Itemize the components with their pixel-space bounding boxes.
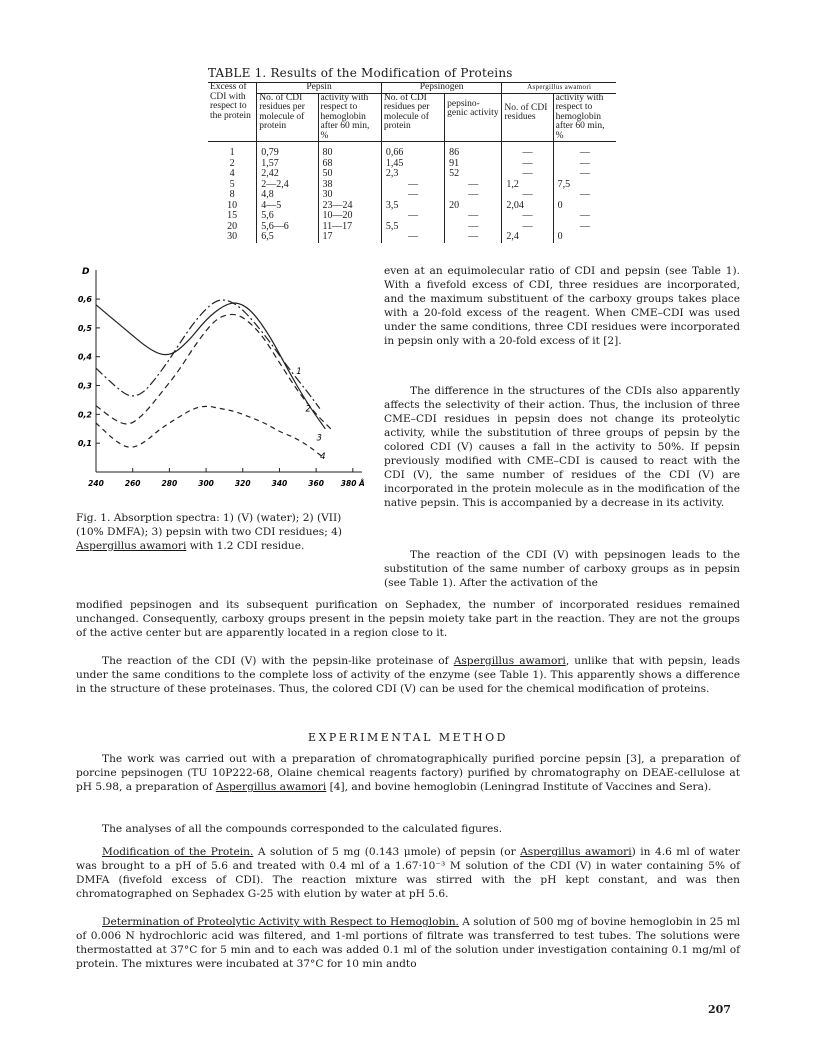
table-cell: 6,5	[257, 232, 318, 243]
table-cell: —	[553, 169, 616, 180]
p8-title: Determination of Proteolytic Activity with Respect to Hemoglobin.	[102, 916, 459, 928]
right-col-paragraph-1: even at an equimolecular ratio of CDI and pepsin (see Table 1). With a fivefold excess of CDI, three residues are incorporated, and the maximum substituent of the carboxy groups takes place with a 20-fold excess of the reagent. When CME–CDI was used under the same conditions, three CDI residues were incorporated in pepsin only with a 20-fold excess of it [2].	[384, 265, 740, 347]
p4-part-b: , unlike that with pepsin, leads under the same conditions to the complete loss of activity of the enzyme (see Table 1). This apparently shows a difference in the structure of these proteinases. Thus, the colored CDI (V) can be used for the chemical modification of proteins.	[76, 655, 741, 695]
p4-underlined: Aspergillus awamori	[453, 655, 566, 667]
table-cell: —	[381, 232, 444, 243]
curve-label-3: 3	[316, 433, 322, 444]
table-row	[208, 169, 616, 180]
y-tick-label: 0,1	[77, 439, 92, 449]
table-cell: —	[553, 222, 616, 233]
table-cell: —	[381, 211, 444, 222]
table-cell: 5	[229, 178, 235, 190]
table-cell: 0,79	[257, 142, 318, 159]
table-cell: 68	[318, 159, 381, 170]
page-number: 207	[708, 1003, 731, 1016]
y-tick-label: 0,4	[77, 352, 92, 362]
series-line-1	[96, 303, 325, 429]
header-pepsin: Pepsin	[257, 83, 382, 94]
table-cell: —	[553, 159, 616, 170]
curve-label-4: 4	[320, 452, 326, 463]
table-cell: 2—2,4	[257, 180, 318, 191]
paragraph-7	[76, 845, 740, 901]
table-cell: 4	[229, 168, 235, 179]
table-cell: 4,8	[257, 190, 318, 201]
right-col-paragraph-2: The difference in the structures of the CDIs also apparently affects the selectivity of their action. Thus, the inclusion of three CME–CDI residues in pepsin does not change its proteolytic activity, while the substitution of three groups of pepsin by the colored CDI (V) causes a fall in the activity to 50%. If pepsin previously modified with CME–CDI is caused to react with the CDI (V), the same number of residues of the CDI (V) are incorporated in the protein molecule as in the modification of the native pepsin. This is accompanied by a decrease in its activity.	[384, 385, 740, 509]
caption-prefix: Fig. 1. Absorption spectra: 1) (V) (water); 2) (VII) (10% DMFA); 3) pepsin with two CDI residues; 4)	[76, 512, 343, 538]
table-cell: 7,5	[553, 180, 616, 191]
y-tick-label: 0,6	[77, 295, 92, 305]
header-aspergillus: Aspergillus awamori	[502, 83, 616, 94]
y-axis-label: D	[82, 267, 90, 277]
table-cell: —	[553, 211, 616, 222]
table-title: TABLE 1. Results of the Modification of Proteins	[208, 66, 513, 80]
curve-label-2: 2	[305, 404, 311, 415]
table-cell: 8	[229, 189, 235, 200]
paragraph-3-continued: modified pepsinogen and its subsequent purification on Sephadex, the number of incorporated residues remained unchanged. Consequently, carboxy groups present in the pepsin moiety take part in the reaction. They are not the groups of the active center but are apparently located in a region close to it.	[76, 599, 740, 639]
p7-part-b: ) in 4.6 ml of water was brought to a pH of 5.6 and treated with 0.4 ml of a 1.67·10⁻³ M solution of the CDI (V) in water containing 5% of DMFA (fivefold excess of CDI). The reaction mixture was stirred with the pH kept constant, and was then chromatographed on Sephadex G-25 with elution by water at pH 5.6.	[76, 846, 741, 900]
curve-label-1: 1	[296, 367, 302, 378]
table-cell: 20	[227, 220, 238, 232]
table-cell: 20	[445, 201, 502, 212]
table-cell: 0	[553, 232, 616, 243]
table-cell: 5,6—6	[257, 222, 318, 233]
table-cell: 1,45	[381, 159, 444, 170]
table-cell: 5,6	[257, 211, 318, 222]
absorption-spectra-chart	[74, 264, 370, 500]
y-tick-label: 0,2	[77, 410, 92, 420]
section-heading: EXPERIMENTAL METHOD	[308, 731, 508, 744]
p5-underlined: Aspergillus awamori	[215, 781, 327, 793]
table-cell: 1,2	[502, 180, 553, 191]
paragraph-8	[76, 915, 740, 971]
paragraph-6: The analyses of all the compounds corresponded to the calculated figures.	[102, 823, 503, 835]
table-cell: 2,04	[502, 201, 553, 212]
series-line-4	[96, 406, 324, 457]
p7-underlined: Aspergillus awamori	[520, 846, 632, 858]
table-cell: 30	[318, 190, 381, 201]
table-cell: —	[502, 169, 553, 180]
table-cell: —	[445, 211, 502, 222]
subheader-pepsinogenic-activity: pepsino-genic activity	[445, 93, 502, 142]
x-tick-label: 340	[271, 479, 288, 488]
x-tick-label: 260	[124, 479, 141, 488]
table-cell: —	[502, 142, 553, 159]
subheader-aspergillus-activity: activity with respect to hemoglobin after 60 min, %	[553, 93, 616, 142]
table-cell: —	[502, 159, 553, 170]
y-tick-label: 0,3	[77, 381, 92, 391]
table-cell: 38	[318, 180, 381, 191]
table-cell: 23—24	[318, 201, 381, 212]
x-tick-label: 280	[161, 479, 178, 488]
table-cell: 2	[229, 157, 235, 169]
p5-part-a: The work was carried out with a preparation of chromatographically purified porcine pepsin [3], a preparation of porcine pepsinogen (TU 10P222-68, Olaine chemical reagents factory) purified by chromatography on DEAE-cellulose at pH 5.98, a preparation of	[76, 753, 740, 793]
subheader-pepsinogen-residues: No. of CDI residues per molecule of protein	[381, 93, 444, 142]
series-line-3	[96, 300, 320, 409]
table-row	[208, 232, 616, 243]
table-cell: 2,3	[381, 169, 444, 180]
x-tick-label: 320	[234, 479, 251, 488]
table-cell: —	[445, 232, 502, 243]
subheader-pepsin-residues: No. of CDI residues per molecule of protein	[257, 93, 318, 142]
x-tick-label: 240	[88, 479, 104, 488]
table-cell: —	[502, 222, 553, 233]
header-excess: Excess of CDI with respect to the protein	[208, 83, 257, 142]
table-cell: 3,5	[381, 201, 444, 212]
table-cell: —	[381, 190, 444, 201]
caption-suffix: with 1.2 CDI residue.	[186, 540, 305, 552]
p7-title: Modification of the Protein.	[102, 846, 254, 858]
table-cell: 11—17	[318, 222, 381, 233]
header-pepsinogen: Pepsinogen	[381, 83, 502, 94]
table-cell: 15	[227, 210, 238, 221]
table-cell: 91	[445, 159, 502, 170]
table-cell: 0	[553, 201, 616, 212]
table-cell: 86	[445, 142, 502, 159]
table-row	[208, 211, 616, 222]
table-cell: 1,57	[257, 159, 318, 170]
p5-part-b: [4], and bovine hemoglobin (Leningrad Institute of Vaccines and Sera).	[326, 781, 712, 793]
table-cell: 2,42	[257, 169, 318, 180]
chart-series	[96, 300, 331, 458]
table-cell: 17	[318, 232, 381, 243]
caption-underlined: Aspergillus awamori	[76, 540, 187, 552]
table-cell: 30	[227, 231, 238, 242]
table-cell: 52	[445, 169, 502, 180]
table-cell: —	[445, 222, 502, 233]
table-cell: 1	[229, 147, 235, 158]
table-cell: 10	[227, 199, 238, 211]
table-cell: —	[502, 190, 553, 201]
figure-caption	[76, 511, 358, 553]
table-body	[208, 142, 616, 243]
table-cell: —	[502, 211, 553, 222]
table-cell: 2,4	[502, 232, 553, 243]
right-col-paragraph-3: The reaction of the CDI (V) with pepsinogen leads to the substitution of the same number of carboxy groups as in pepsin (see Table 1). After the activation of the	[384, 549, 740, 589]
subheader-aspergillus-residues: No. of CDI residues	[502, 93, 553, 142]
x-tick-label: 300	[198, 479, 214, 488]
table-cell: 50	[318, 169, 381, 180]
table-cell: 10—20	[318, 211, 381, 222]
table-cell: —	[445, 190, 502, 201]
table-cell: —	[553, 190, 616, 201]
subheader-pepsin-activity: activity with respect to hemoglobin after 60 min, %	[318, 93, 381, 142]
table-cell: 0,66	[381, 142, 444, 159]
p4-part-a: The reaction of the CDI (V) with the pepsin-like proteinase of	[102, 655, 454, 667]
table-cell: —	[381, 180, 444, 191]
x-tick-label: 360	[308, 479, 324, 488]
p7-part-a: A solution of 5 mg (0.143 μmole) of pepsin (or	[253, 846, 521, 858]
paragraph-4	[76, 654, 740, 696]
x-tick-label: 380 Å	[340, 479, 365, 488]
paragraph-5	[76, 752, 740, 794]
table-row	[208, 142, 616, 159]
p8-part-a: A solution of 500 mg of bovine hemoglobin in 25 ml of 0.006 N hydrochloric acid was filtered, and 1-ml portions of filtrate was transferred to test tubes. The solutions were thermostatted at 37°C for 5 min and to each was added 0.1 ml of the solution under investigation containing 0.1 mg/ml of protein. The mixtures were incubated at 37°C for 10 min andto	[76, 916, 740, 970]
table-row	[208, 190, 616, 201]
table-cell: —	[445, 180, 502, 191]
table-cell: 80	[318, 142, 381, 159]
table-cell: 4—5	[257, 201, 318, 212]
results-table	[208, 82, 616, 243]
table-cell: 5,5	[381, 222, 444, 233]
table-cell: —	[553, 142, 616, 159]
y-tick-label: 0,5	[77, 323, 92, 333]
